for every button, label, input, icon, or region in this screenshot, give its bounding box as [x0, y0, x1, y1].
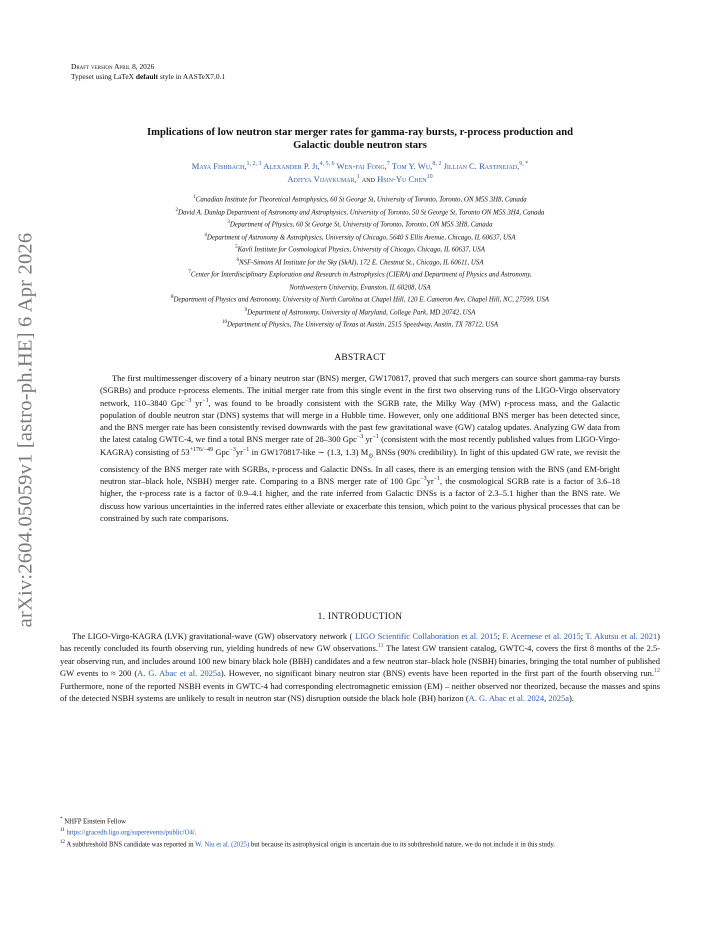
author-link[interactable]: Maya Fishbach,	[191, 160, 247, 171]
footnote-url-link[interactable]: https://gracedb.ligo.org/superevents/public/O4/.	[64, 829, 197, 837]
and-word: and	[361, 174, 375, 185]
abstract-heading: ABSTRACT	[334, 353, 386, 363]
footnote: * NHFP Einstein Fellow	[60, 817, 126, 826]
affiliation: Northwestern University, Evanston, IL 60208, USA	[289, 283, 431, 291]
page-header	[71, 62, 225, 81]
paper-title	[60, 126, 660, 152]
affiliation: $^3$Department of Physics, 60 St George St, University of Toronto, Toronto, ON M5S 3H8, Canada	[227, 220, 493, 229]
author-sup: 10	[426, 174, 433, 181]
citation-link[interactable]: 2025a	[548, 693, 569, 704]
author-link[interactable]: Aditya Vijaykumar,	[287, 174, 357, 185]
author-link[interactable]: Jillian C. Rastinejad,	[443, 160, 520, 171]
arxiv-identifier: arXiv:2604.05059v1 [astro-ph.HE] 6 Apr 2026	[14, 232, 37, 628]
author-sup: 4, 5, 6	[319, 161, 335, 167]
title-line-1: Implications of low neutron star merger rates for gamma-ray bursts, r-process production and	[147, 127, 573, 138]
affiliation: $^9$Department of Astronomy, University of Maryland, College Park, MD 20742, USA	[244, 307, 476, 316]
affiliation: $^2$David A. Dunlap Department of Astronomy and Astrophysics, University of Toronto, 50 St George St, Toronto ON M5S 3H4, Canada	[175, 207, 545, 216]
footnote: $^{11}$ https://gracedb.ligo.org/superevents/public/O4/.	[60, 828, 197, 837]
title-line-2: Galactic double neutron stars	[293, 140, 427, 151]
affiliations	[46, 193, 674, 331]
author-sup: 8, 2	[432, 161, 442, 167]
affiliation: $^5$Kavli Institute for Cosmological Physics, University of Chicago, Chicago, IL 60637, USA	[235, 245, 485, 254]
footnote-ref[interactable]: 11	[377, 643, 384, 650]
citation-link[interactable]: LIGO Scientific Collaboration et al. 2015	[352, 631, 498, 641]
citation-link[interactable]: W. Niu et al. (2025)	[195, 840, 250, 848]
footnotes	[60, 815, 660, 849]
author-sup: 9, *	[519, 161, 529, 167]
footnote: $^{12}$ A subthreshold BNS candidate was reported in W. Niu et al. (2025) but because its astrophysical origin is uncertain due to its subthreshold nature, we do not include it in this study.	[60, 839, 556, 848]
citation-link[interactable]: A. G. Abac et al. 2024	[468, 693, 545, 704]
citation-link[interactable]: T. Akutsu et al. 2021	[585, 631, 658, 641]
citation-link[interactable]: F. Acernese et al. 2015	[502, 631, 581, 641]
citation-link[interactable]: A. G. Abac et al. 2025a	[137, 668, 221, 679]
author-link[interactable]: Alexander P. Ji,	[263, 160, 320, 171]
affiliation: $^{10}$Department of Physics, The University of Texas at Austin, 2515 Speedway, Austin, TX 78712, USA	[221, 320, 499, 329]
author-sup: 1, 2, 3	[246, 161, 262, 167]
typeset-suffix: style in AASTeX7.0.1	[158, 71, 226, 81]
typeset-line	[71, 72, 225, 82]
typeset-prefix: Typeset using	[71, 71, 114, 81]
draft-version: Draft version April 8, 2026	[71, 62, 155, 71]
affiliation: $^1$Canadian Institute for Theoretical Astrophysics, 60 St George St, University of Toronto, Toronto, ON M5S 3H8, Canada	[193, 195, 527, 204]
typeset-bold: default	[135, 71, 159, 81]
abstract-text: The first multimessenger discovery of a binary neutron star (BNS) merger, GW170817, proved that such mergers can source short gamma-ray bursts (SGRBs) and produce r-process elements. The initial merger rate from this single event in the first two observing runs of the LIGO-Virgo observatory network, 110–3840 Gpc$^{-3}$ $yr^{-1}$, was found to be broadly consistent with the SGRB rate, the Milky Way (MW) r-process mass, and the Galactic population of double neutron star (DNS) systems that will merge in a Hubble time. However, only one additional BNS merger has been detected since, and the BNS merger rate has been consistently revised downwards with the past few gravitational wave (GW) catalog updates. Analyzing GW data from the latest catalog GWTC-4, we find a total BNS merger rate of 28–300 Gpc$^{-3}$ $yr^{-1}$ (consistent with the most recently published values from LIGO-Virgo-KAGRA) consisting of $53^{+176/-49}$ $Gpc^{-3}yr^{-1}$ in GW170817-like ∼ (1.3, 1.3) $M_⊙$ BNSs (90% credibility). In light of this updated GW rate, we revisit the consistency of the BNS merger rate with SGRBs, r-process and Galactic DNSs. In all cases, there is an emerging tension with the BNS (and EM-bright neutron star–black hole, NSBH) merger rate. Comparing to a BNS merger rate of 100 $Gpc^{-3}yr^{-1}$, the cosmological SGRB rate is a factor of 3.6–18 higher, the r-process rate is a factor of 0.9–4.1 higher, and the rate inferred from Galactic DNSs is a factor of 2.3–5.1 higher than the BNS rate. We discuss how various uncertainties in the inferred rates either alleviate or exacerbate this tension, which point to the various physical processes that can be constrained by such rate comparisons.	[100, 373, 621, 523]
author-sup: 1	[356, 174, 360, 181]
author-list	[60, 159, 660, 186]
footnote-ref[interactable]: 12	[654, 668, 660, 675]
introduction-paragraph: The LIGO-Virgo-KAGRA (LVK) gravitational-wave (GW) observatory network ( LIGO Scientific Collaboration et al. 2015; F. Acernese et al. 2015; T. Akutsu et al. 2021) has recently concluded its fourth observing run, yielding hundreds of new GW observations.$^{11}$ The latest GW transient catalog, GWTC-4, covers the first 8 months of the 2.5-year observing run, and includes around 100 new binary black hole (BBH) candidates and a few neutron star–black hole (NSBH) binaries, bringing the total number of published GW events to ≈ 200 (A. G. Abac et al. 2025a). However, no significant binary neutron star (BNS) events have been reported in the first part of the fourth observing run.$^{12}$ Furthermore, none of the reported NSBH events in GWTC-4 had corresponding electromagnetic emission (EM) – neither observed nor theorized, because the masses and spins of the detected NSBH systems are unlikely to result in neutron star (NS) disruption outside the black hole (BH) horizon (A. G. Abac et al. 2024, 2025a).	[60, 631, 660, 704]
arxiv-sidebar	[6, 200, 46, 660]
author-link[interactable]: Tom Y. Wu,	[391, 160, 433, 171]
latex-logo: LaTeX	[113, 71, 135, 81]
section-heading-introduction: 1. INTRODUCTION	[317, 612, 403, 622]
affiliation: $^6$NSF-Simons AI Institute for the Sky (SkAI), 172 E. Chestnut St., Chicago, IL 60611, USA	[236, 257, 484, 266]
author-link[interactable]: Wen-fai Fong,	[336, 160, 387, 171]
author-sup: 7	[386, 161, 390, 167]
affiliation: $^4$Department of Astronomy & Astrophysics, University of Chicago, 5640 S Ellis Avenue, Chicago, IL 60637, USA	[204, 232, 516, 241]
affiliation: $^7$Center for Interdisciplinary Exploration and Research in Astrophysics (CIERA) and Department of Physics and Astronomy,	[188, 270, 532, 279]
affiliation: $^8$Department of Physics and Astronomy, University of North Carolina at Chapel Hill, 120 E. Cameron Ave, Chapel Hill, NC, 27599, USA	[171, 295, 549, 304]
author-link[interactable]: Hsin-Yu Chen	[377, 174, 427, 185]
